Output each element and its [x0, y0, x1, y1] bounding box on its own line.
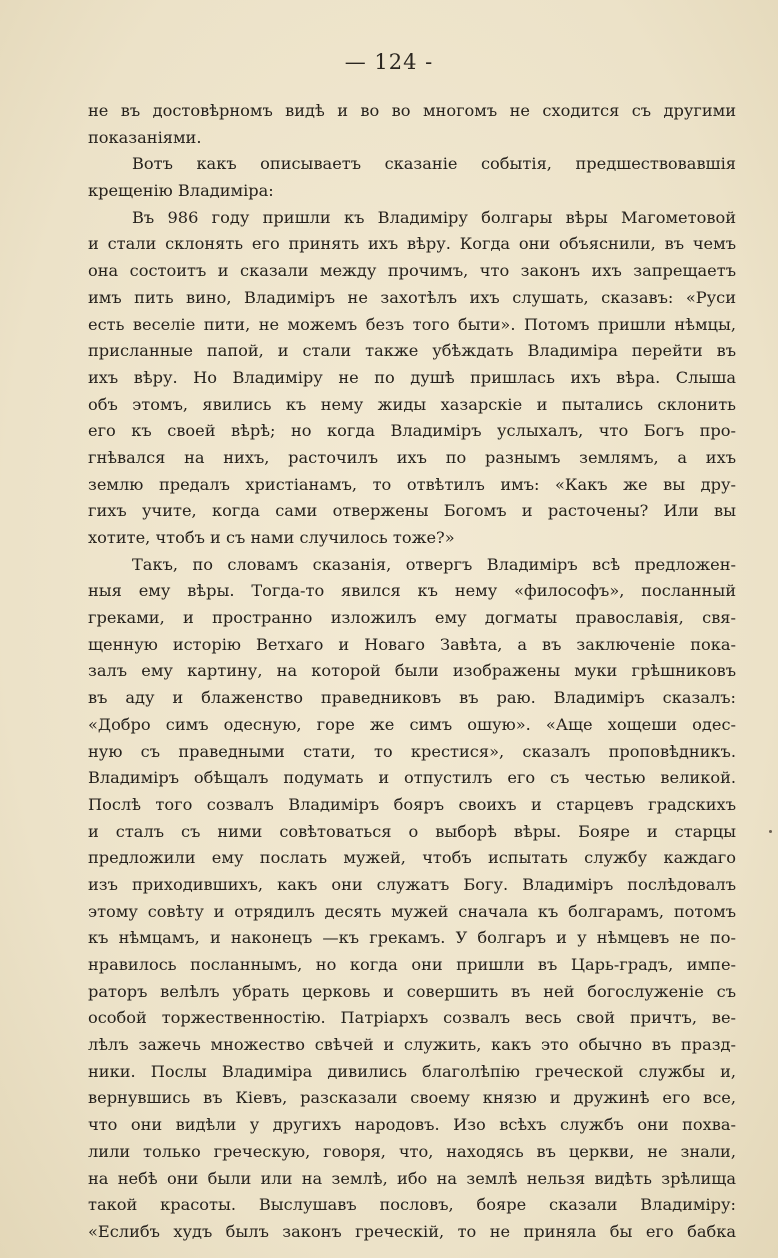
text-line: этому совѣту и отрядилъ десять мужей сначала къ болгарамъ, потомъ [88, 901, 736, 921]
text-line: щенную исторію Ветхаго и Новаго Завѣта, а въ заключеніе пока- [88, 634, 736, 654]
text-line: ники. Послы Владиміра дивились благолѣпію греческой службы и, [88, 1061, 736, 1081]
text-line: землю предалъ христіанамъ, то отвѣтилъ имъ: «Какъ же вы дру- [88, 474, 736, 494]
text-line: «Добро симъ одесную, горе же симъ ошую». «Аще хощеши одес- [88, 714, 736, 734]
text-line: есть веселіе пити, не можемъ безъ того быти». Потомъ пришли нѣмцы, [88, 314, 736, 334]
text-line: залъ ему картину, на которой были изображены муки грѣшниковъ [88, 661, 736, 681]
text-line: Такъ, по словамъ сказанія, отвергъ Владиміръ всѣ предложен- [132, 554, 736, 574]
text-line: крещенію Владиміра: [88, 181, 274, 201]
text-line: лѣлъ зажечь множество свѣчей и служить, какъ это обычно въ празд- [88, 1035, 736, 1055]
text-line: гнѣвался на нихъ, расточилъ ихъ по разнымъ землямъ, а ихъ [88, 447, 736, 467]
text-line: лили только греческую, говоря, что, находясь въ церкви, не знали, [88, 1141, 736, 1161]
text-line: ихъ вѣру. Но Владиміру не по душѣ пришлась ихъ вѣра. Слыша [88, 367, 736, 387]
text-line: его къ своей вѣрѣ; но когда Владиміръ услыхалъ, что Богъ про- [88, 421, 736, 441]
scan-speck [769, 830, 772, 833]
text-line: объ этомъ, явились къ нему жиды хазарскіе и пытались склонить [88, 394, 736, 414]
text-line: и сталъ съ ними совѣтоваться о выборѣ вѣры. Бояре и старцы [88, 821, 736, 841]
text-line: имъ пить вино, Владиміръ не захотѣлъ ихъ слушать, сказавъ: «Руси [88, 287, 736, 307]
text-line: Послѣ того созвалъ Владиміръ бояръ своихъ и старцевъ градскихъ [88, 794, 736, 814]
text-line: ную съ праведными стати, то крестися», сказалъ проповѣдникъ. [88, 741, 736, 761]
text-line: изъ приходившихъ, какъ они служатъ Богу. Владиміръ послѣдовалъ [88, 874, 736, 894]
text-line: раторъ велѣлъ убрать церковь и совершить въ ней богослуженіе съ [88, 981, 736, 1001]
text-line: къ нѣмцамъ, и наконецъ —къ грекамъ. У болгаръ и у нѣмцевъ не по- [88, 928, 736, 948]
text-line: нравилось посланнымъ, но когда они пришли въ Царь-градъ, импе- [88, 955, 736, 974]
text-line: показаніями. [88, 127, 202, 147]
text-line: она состоитъ и сказали между прочимъ, что законъ ихъ запрещаетъ [88, 261, 736, 281]
text-line: «Еслибъ худъ былъ законъ греческій, то не приняла бы его бабка [88, 1221, 736, 1241]
text-line: присланные папой, и стали также убѣждать Владиміра перейти въ [88, 341, 736, 361]
page-number: — 124 - [344, 50, 434, 74]
text-line: въ аду и блаженство праведниковъ въ раю. Владиміръ сказалъ: [88, 688, 736, 708]
text-line: и стали склонять его принять ихъ вѣру. Когда они объяснили, въ чемъ [88, 234, 736, 254]
text-line: что они видѣли у другихъ народовъ. Изо всѣхъ службъ они похва- [88, 1115, 736, 1135]
text-line: вернувшись въ Кіевъ, разсказали своему князю и дружинѣ его все, [88, 1088, 736, 1108]
text-line: предложили ему послать мужей, чтобъ испытать службу каждаго [88, 848, 736, 868]
text-line: Владиміръ обѣщалъ подумать и отпустилъ его съ честью великой. [88, 768, 736, 788]
text-line: греками, и пространно изложилъ ему догматы православія, свя- [88, 608, 736, 628]
text-line: Вотъ какъ описываетъ сказаніе событія, предшествовавшія [132, 154, 736, 174]
text-line: не въ достовѣрномъ видѣ и во во многомъ не сходится съ другими [88, 101, 736, 120]
text-line: хотите, чтобъ и съ нами случилось тоже?» [88, 528, 455, 547]
text-line: Въ 986 году пришли къ Владиміру болгары вѣры Магометовой [132, 207, 736, 227]
text-line: ныя ему вѣры. Тогда-то явился къ нему «философъ», посланный [88, 581, 736, 601]
text-line: гихъ учите, когда сами отвержены Богомъ и расточены? Или вы [88, 501, 736, 521]
body-text [88, 98, 736, 1246]
text-line: на небѣ они были или на землѣ, ибо на землѣ нельзя видѣть зрѣлища [88, 1168, 736, 1188]
text-line: такой красоты. Выслушавъ пословъ, бояре сказали Владиміру: [88, 1195, 736, 1215]
text-line: особой торжественностію. Патріархъ созвалъ весь свой причтъ, ве- [88, 1008, 736, 1028]
